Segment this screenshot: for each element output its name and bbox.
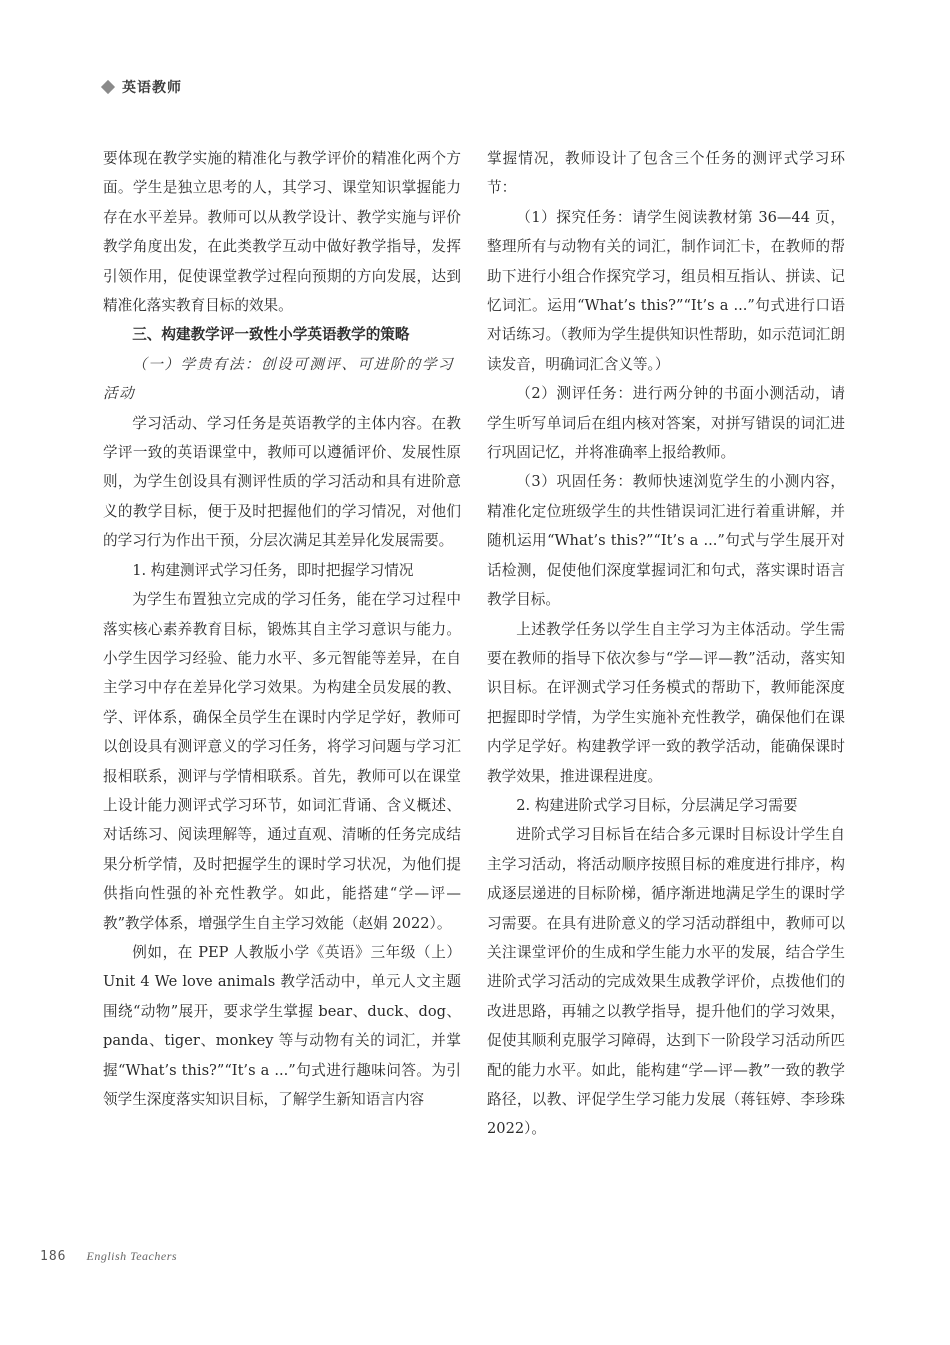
task-paragraph: （1）探究任务：请学生阅读教材第 36—44 页，整理所有与动物有关的词汇，制作词汇卡，在教师的帮助下进行小组合作探究学习，组员相互指认、拼读、记忆词汇。运用“What’s this?”“It’s a ...”句式进行口语对话练习。（教师为学生提供知识性帮助，如示范词汇朗读发音，明确词汇含义等。）	[487, 208, 845, 373]
paragraph: 学习活动、学习任务是英语教学的主体内容。在教学评一致的英语课堂中，教师可以遵循评价、发展性原则，为学生创设具有测评性质的学习活动和具有进阶意义的教学目标，便于及时把握他们的学习情况，对他们的学习行为作出干预，分层次满足其差异化发展需要。	[103, 414, 461, 550]
left-column	[103, 144, 461, 1114]
item-heading: 2. 构建进阶式学习目标，分层满足学习需要	[516, 796, 798, 814]
page-footer	[40, 1249, 177, 1264]
paragraph: 为学生布置独立完成的学习任务，能在学习过程中落实核心素养教育目标，锻炼其自主学习意识与能力。小学生因学习经验、能力水平、多元智能等差异，在自主学习中存在差异化学习效果。为构建全员发展的教、学、评体系，确保全员学生在课时内学足学好，教师可以创设具有测评意义的学习任务，将学习问题与学习汇报相联系，测评与学情相联系。首先，教师可以在课堂上设计能力测评式学习环节，如词汇背诵、含义概述、对话练习、阅读理解等，通过直观、清晰的任务完成结果分析学情，及时把握学生的课时学习状况，为他们提供指向性强的补充性教学。如此，能搭建“学—评—教”教学体系，增强学生自主学习效能（赵娟 2022）。	[103, 591, 461, 932]
right-column	[487, 144, 845, 1144]
item-heading: 1. 构建测评式学习任务，即时把握学习情况	[132, 561, 414, 579]
journal-english-title: English Teachers	[86, 1249, 178, 1263]
paragraph: 上述教学任务以学生自主学习为主体活动。学生需要在教师的指导下依次参与“学—评—教”活动，落实知识目标。在评测式学习任务模式的帮助下，教师能深度把握即时学情，为学生实施补充性教学，确保他们在课内学足学好。构建教学评一致的教学活动，能确保课时教学效果，推进课程进度。	[487, 620, 845, 785]
subsection-heading: （一）学贵有法：创设可测评、可进阶的学习活动	[103, 355, 455, 403]
journal-name: 英语教师	[122, 80, 182, 96]
section-heading: 三、构建教学评一致性小学英语教学的策略	[132, 326, 410, 344]
running-header	[103, 76, 182, 98]
paragraph: 要体现在教学实施的精准化与教学评价的精准化两个方面。学生是独立思考的人，其学习、课堂知识掌握能力存在水平差异。教师可以从教学设计、教学实施与评价教学角度出发，在此类教学互动中做好教学指导，发挥引领作用，促使课堂教学过程向预期的方向发展，达到精准化落实教育目标的效果。	[103, 150, 461, 315]
task-paragraph: （3）巩固任务：教师快速浏览学生的小测内容，精准化定位班级学生的共性错误词汇进行着重讲解，并随机运用“What’s this?”“It’s a ...”句式与学生展开对话检测，促使他们深度掌握词汇和句式，落实课时语言教学目标。	[487, 473, 845, 609]
diamond-icon	[101, 80, 115, 94]
paragraph: 进阶式学习目标旨在结合多元课时目标设计学生自主学习活动，将活动顺序按照目标的难度进行排序，构成逐层递进的目标阶梯，循序渐进地满足学生的课时学习需要。在具有进阶意义的学习活动群组中，教师可以关注课堂评价的生成和学生能力水平的发展，结合学生进阶式学习活动的完成效果生成教学评价，点拨他们的改进思路，再辅之以教学指导，提升他们的学习效果，促使其顺利克服学习障碍，达到下一阶段学习活动所匹配的能力水平。如此，能构建“学—评—教”一致的教学路径，以教、评促学生学习能力发展（蒋钰婷、李珍珠 2022）。	[487, 826, 845, 1138]
paragraph: 例如，在 PEP 人教版小学《英语》三年级（上）Unit 4 We love animals 教学活动中，单元人文主题围绕“动物”展开，要求学生掌握 bear、duck、dog、panda、tiger、monkey 等与动物有关的词汇，并掌握“What’s this?”“It’s a ...”句式进行趣味问答。为引领学生深度落实知识目标，了解学生新知语言内容	[103, 943, 461, 1108]
task-paragraph: （2）测评任务：进行两分钟的书面小测活动，请学生听写单词后在组内核对答案，对拼写错误的词汇进行巩固记忆，并将准确率上报给教师。	[487, 385, 845, 462]
page-number: 186	[40, 1249, 67, 1264]
paragraph: 掌握情况，教师设计了包含三个任务的测评式学习环节：	[487, 150, 845, 197]
